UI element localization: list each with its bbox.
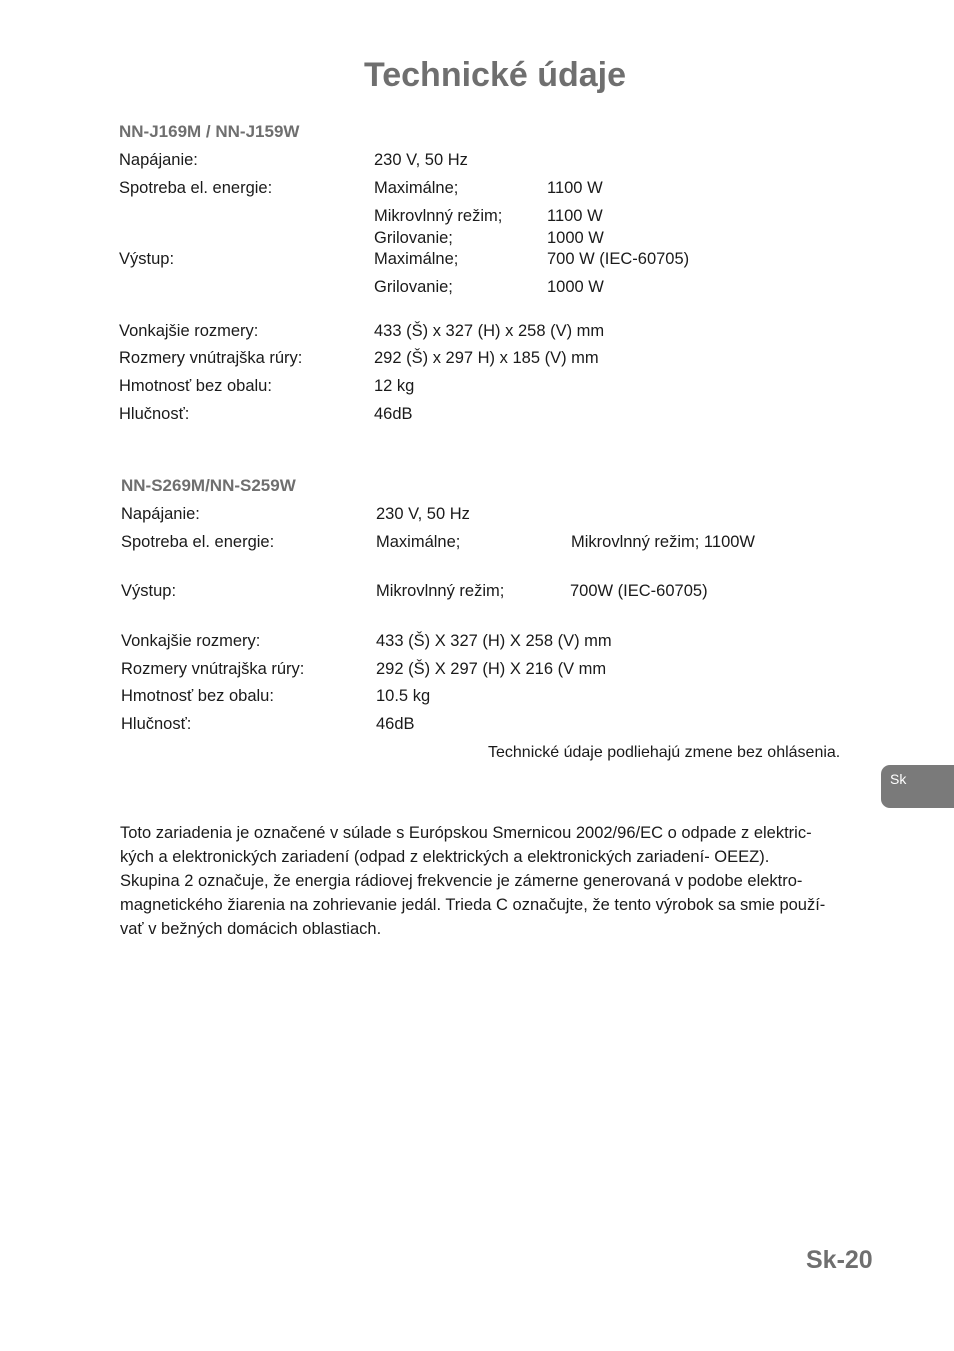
page-number: Sk-20 [806,1246,873,1274]
weee-notice-paragraph [120,821,880,941]
output-mode-1: Maximálne; [374,250,459,268]
consumption-label-1: Spotreba el. energie: [119,179,273,197]
internal-dim-label-1: Rozmery vnútrajška rúry: [119,349,303,367]
consumption-mode-2: Mikrovlnný režim; [374,207,503,225]
paragraph-line: Skupina 2 označuje, že energia rádiovej frekvencie je zámerne generovaná v podobe elektro- [120,872,803,890]
noise-label-1: Hlučnosť: [119,405,190,423]
consumption-mode-1: Maximálne; [374,179,459,197]
page-title: Technické údaje [363,56,627,94]
power-supply-label-2: Napájanie: [121,505,200,523]
weight-label-2: Hmotnosť bez obalu: [121,687,274,705]
consumption-value-1: 1100 W [547,179,603,197]
consumption-label-2: Spotreba el. energie: [121,533,275,551]
model-heading-2: NN-S269M/NN-S259W [121,476,296,495]
consumption-value-3: 1000 W [547,229,604,247]
weight-value-1: 12 kg [374,377,415,395]
consumption-mode-3: Grilovanie; [374,229,453,247]
output-mode-2: Grilovanie; [374,278,453,296]
internal-dim-value-2: 292 (Š) X 297 (H) X 216 (V mm [376,660,607,678]
paragraph-line: kých a elektronických zariadení (odpad z elektrických a elektronických zariadení- OEEZ). [120,848,770,866]
paragraph-line: vať v bežných domácich oblastiach. [120,920,382,938]
output-value-2: 1000 W [547,278,604,296]
external-dim-label-1: Vonkajšie rozmery: [119,322,259,340]
internal-dim-value-1: 292 (Š) x 297 H) x 185 (V) mm [374,349,599,367]
language-tab-label: Sk [890,771,907,787]
output-label-2: Výstup: [121,582,177,600]
consumption-value-2: 1100 W [547,207,603,225]
language-tab [881,765,954,808]
output-mode-2-1: Mikrovlnný režim; [376,582,505,600]
noise-value-2: 46dB [376,715,415,733]
weight-label-1: Hmotnosť bez obalu: [119,377,272,395]
consumption-extra-2: Mikrovlnný režim; 1100W [571,533,755,551]
output-value-1: 700 W (IEC-60705) [547,250,690,268]
consumption-mode-2-1: Maximálne; [376,533,461,551]
paragraph-line: Toto zariadenia je označené v súlade s Európskou Smernicou 2002/96/EC o odpade z elektric- [120,824,812,842]
output-label-1: Výstup: [119,250,175,268]
power-supply-value-1: 230 V, 50 Hz [374,151,468,169]
output-value-2-1: 700W (IEC-60705) [570,582,708,600]
external-dim-value-1: 433 (Š) x 327 (H) x 258 (V) mm [374,322,605,340]
noise-label-2: Hlučnosť: [121,715,192,733]
change-notice: Technické údaje podliehajú zmene bez ohlásenia. [488,744,841,761]
model-heading-1: NN-J169M / NN-J159W [119,122,300,141]
paragraph-line: magnetického žiarenia na zohrievanie jedál. Trieda C označujte, že tento výrobok sa smie použí- [120,896,826,914]
weight-value-2: 10.5 kg [376,687,431,705]
power-supply-label-1: Napájanie: [119,151,198,169]
external-dim-value-2: 433 (Š) X 327 (H) X 258 (V) mm [376,632,612,650]
noise-value-1: 46dB [374,405,413,423]
external-dim-label-2: Vonkajšie rozmery: [121,632,261,650]
power-supply-value-2: 230 V, 50 Hz [376,505,470,523]
internal-dim-label-2: Rozmery vnútrajška rúry: [121,660,305,678]
